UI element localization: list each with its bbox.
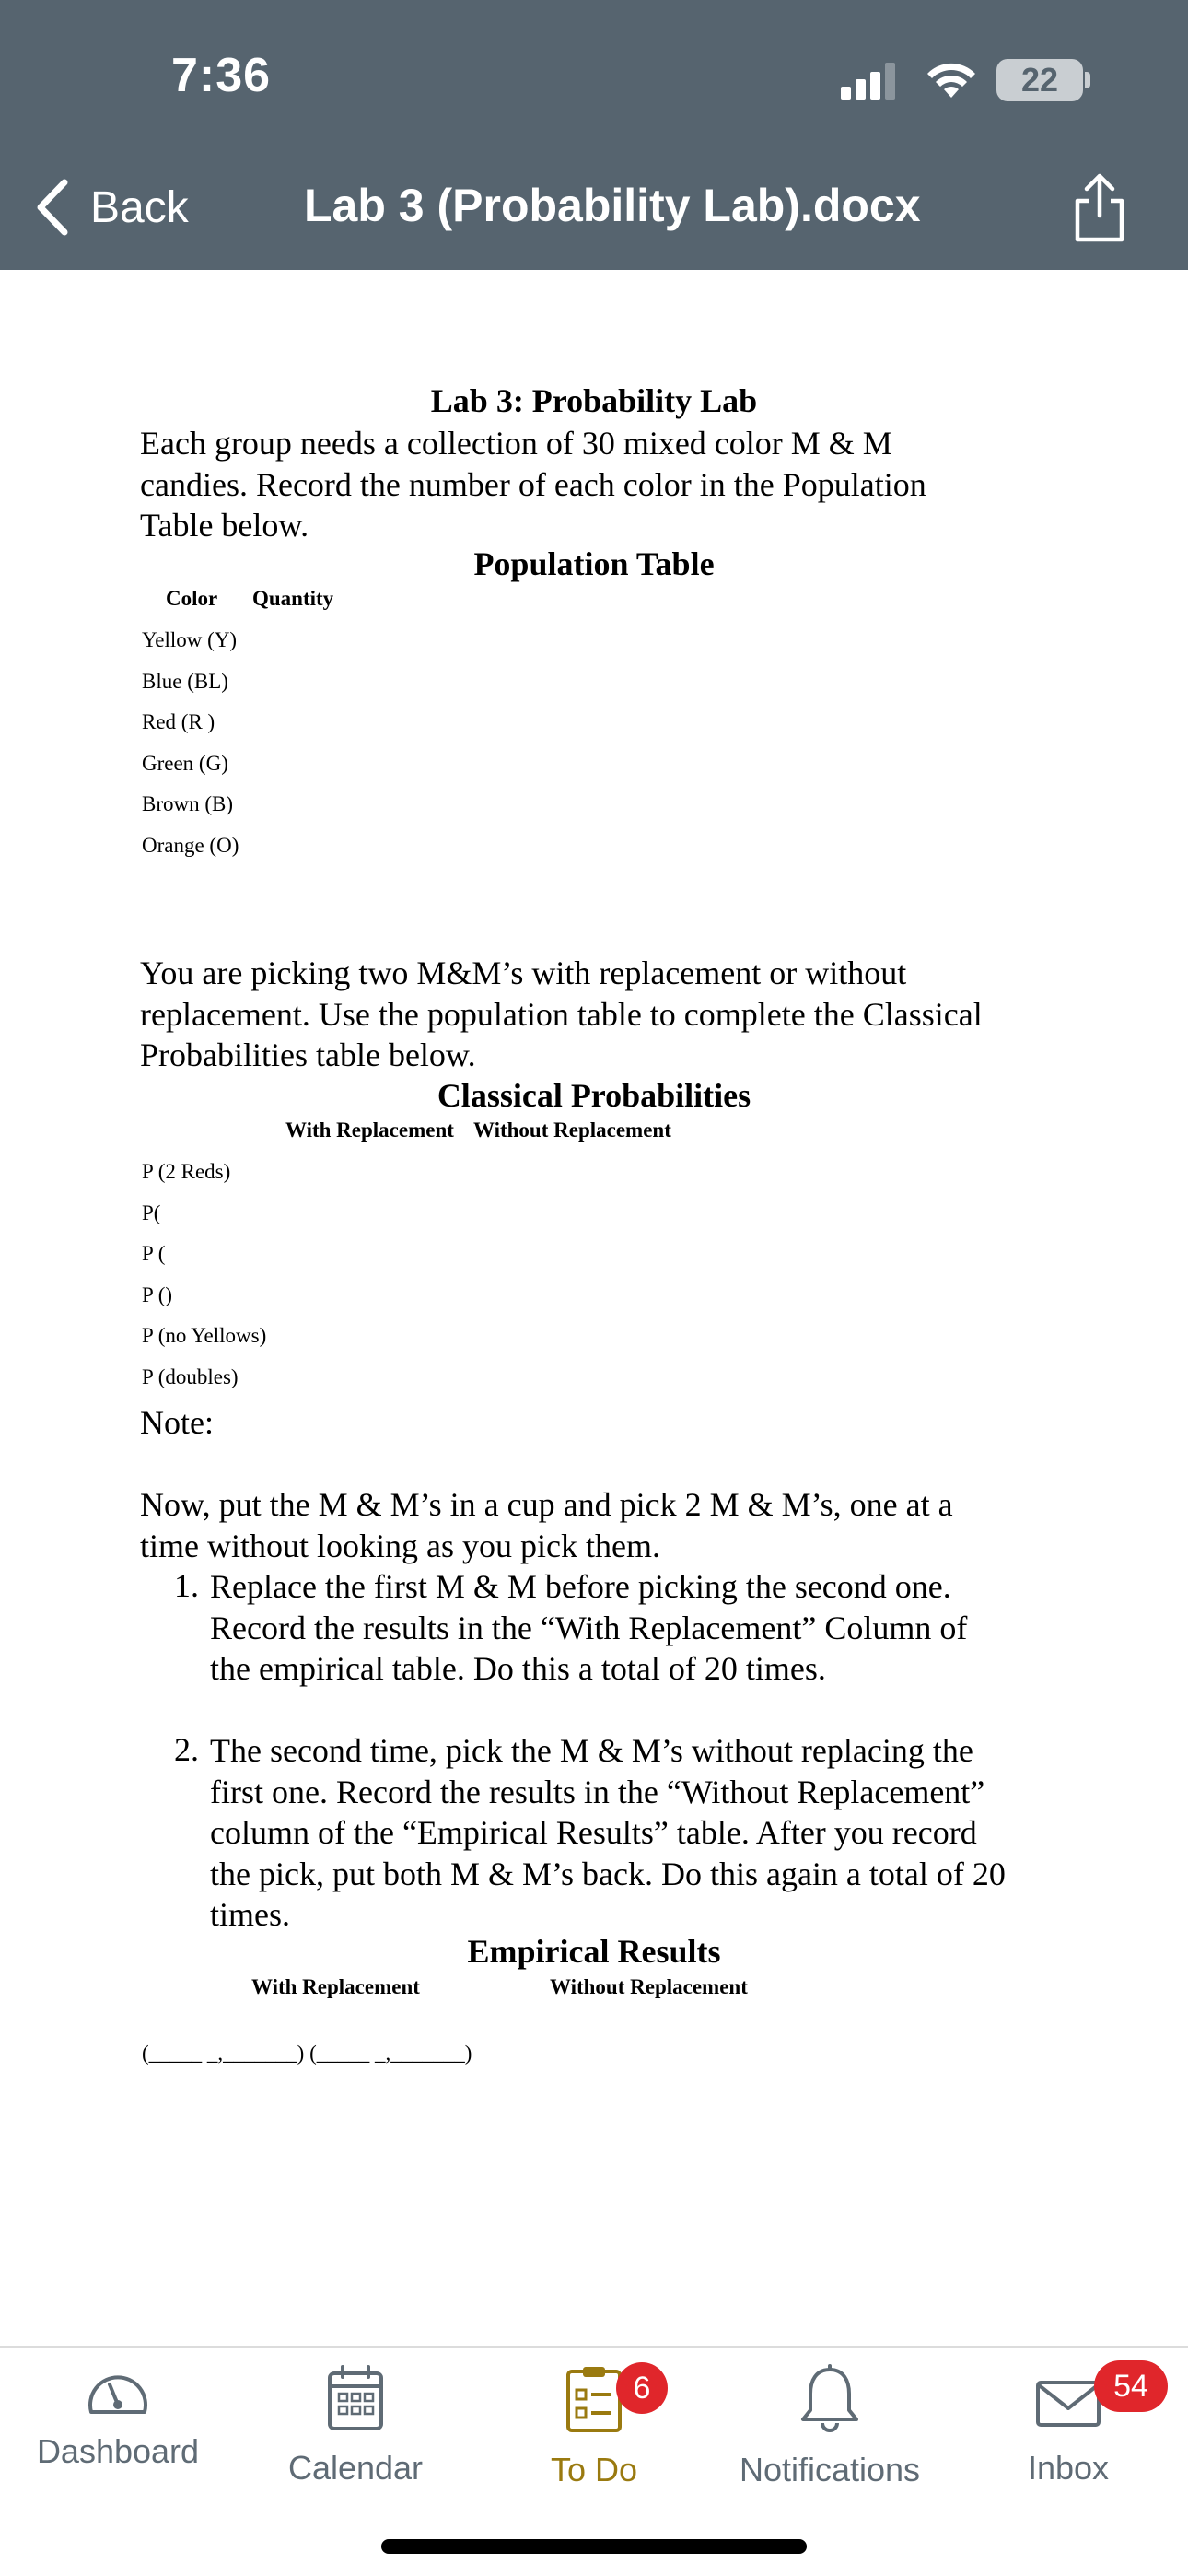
chevron-left-icon [33, 179, 72, 236]
battery-indicator: 22 [996, 59, 1083, 101]
classical-row-label: P () [142, 1283, 173, 1306]
dashboard-icon [84, 2364, 152, 2416]
instructions-line: time without looking as you pick them. [140, 1527, 660, 1564]
classical-header-with: With Replacement [285, 1118, 454, 1142]
cellular-signal-icon [841, 63, 896, 100]
document-title: Lab 3 (Probability Lab).docx [304, 180, 921, 231]
share-icon[interactable] [1070, 171, 1129, 245]
inbox-badge: 54 [1094, 2360, 1168, 2412]
tab-label: Dashboard [36, 2432, 200, 2470]
empirical-table-title: Empirical Results [467, 1933, 721, 1970]
intro-line: candies. Record the number of each color in the Population [140, 465, 926, 503]
tab-dashboard[interactable] [3, 2364, 233, 2521]
population-table-title: Population Table [473, 545, 715, 582]
empirical-blank-row: (_____ _,_______) (_____ _,_______) [142, 2042, 472, 2065]
instructions-paragraph [140, 1484, 953, 1566]
intro-line: Each group needs a collection of 30 mixed color M & M [140, 425, 892, 462]
tab-inbox[interactable] [953, 2364, 1183, 2521]
todo-icon [565, 2364, 623, 2434]
population-row-label: Yellow (Y) [142, 628, 238, 651]
step-line: times. [210, 1896, 290, 1933]
step-line: column of the “Empirical Results” table. After you record [210, 1814, 977, 1851]
step-line: The second time, pick the M & M’s without replacing the [210, 1732, 973, 1769]
empirical-header-without: Without Replacement [550, 1975, 748, 1998]
population-header-color: Color [166, 587, 218, 610]
empirical-header-with: With Replacement [251, 1975, 420, 1998]
calendar-icon [326, 2364, 385, 2432]
step-text [210, 1566, 967, 1690]
classical-row-label: P ( [142, 1242, 166, 1265]
tab-notifications[interactable] [715, 2364, 945, 2521]
tab-label: Calendar [287, 2449, 424, 2487]
back-button[interactable] [33, 175, 189, 240]
population-row-label: Red (R ) [142, 710, 215, 733]
classical-header-without: Without Replacement [473, 1118, 671, 1142]
classical-row-label: P (2 Reds) [142, 1160, 231, 1183]
lab-title: Lab 3: Probability Lab [430, 382, 758, 419]
picking-paragraph [140, 953, 983, 1076]
battery-tip [1085, 72, 1090, 88]
step-line: the pick, put both M & M’s back. Do this again a total of 20 [210, 1855, 1006, 1892]
population-row-label: Green (G) [142, 752, 228, 775]
population-row-label: Brown (B) [142, 792, 234, 815]
classical-table-title: Classical Probabilities [437, 1077, 751, 1114]
wifi-icon [925, 57, 978, 100]
bell-icon [798, 2364, 862, 2434]
document-view[interactable] [0, 270, 1188, 2343]
tab-label: Inbox [1027, 2449, 1110, 2487]
population-row-label: Blue (BL) [142, 670, 228, 693]
population-row-label: Orange (O) [142, 834, 239, 857]
home-indicator[interactable] [381, 2539, 807, 2554]
status-time: 7:36 [171, 49, 272, 102]
note-label: Note: [140, 1404, 214, 1441]
instructions-line: Now, put the M & M’s in a cup and pick 2 M & M’s, one at a [140, 1486, 953, 1523]
population-header-quantity: Quantity [252, 587, 334, 610]
todo-badge: 6 [616, 2362, 668, 2414]
intro-paragraph [140, 423, 926, 546]
classical-row-label: P (doubles) [142, 1365, 239, 1388]
classical-row-label: P( [142, 1201, 161, 1224]
mail-icon [1034, 2364, 1102, 2432]
step-line: Replace the first M & M before picking the second one. [210, 1568, 951, 1605]
step-number: 1. [174, 1567, 199, 1604]
step-line: Record the results in the “With Replacement” Column of [210, 1609, 968, 1646]
tab-to-do[interactable] [479, 2364, 709, 2521]
step-text [210, 1730, 1006, 1936]
step-line: the empirical table. Do this a total of 20 times. [210, 1650, 826, 1687]
step-number: 2. [174, 1731, 199, 1768]
intro-line: Table below. [140, 507, 309, 544]
picking-line: replacement. Use the population table to complete the Classical [140, 995, 983, 1033]
tab-label: Notifications [739, 2451, 921, 2488]
top-header [0, 0, 1188, 270]
tab-calendar[interactable] [240, 2364, 471, 2521]
classical-row-label: P (no Yellows) [142, 1324, 267, 1347]
back-label: Back [90, 182, 189, 232]
picking-line: Probabilities table below. [140, 1036, 476, 1073]
step-line: first one. Record the results in the “Without Replacement” [210, 1773, 985, 1810]
picking-line: You are picking two M&M’s with replacement or without [140, 954, 907, 991]
tab-label: To Do [550, 2451, 638, 2488]
